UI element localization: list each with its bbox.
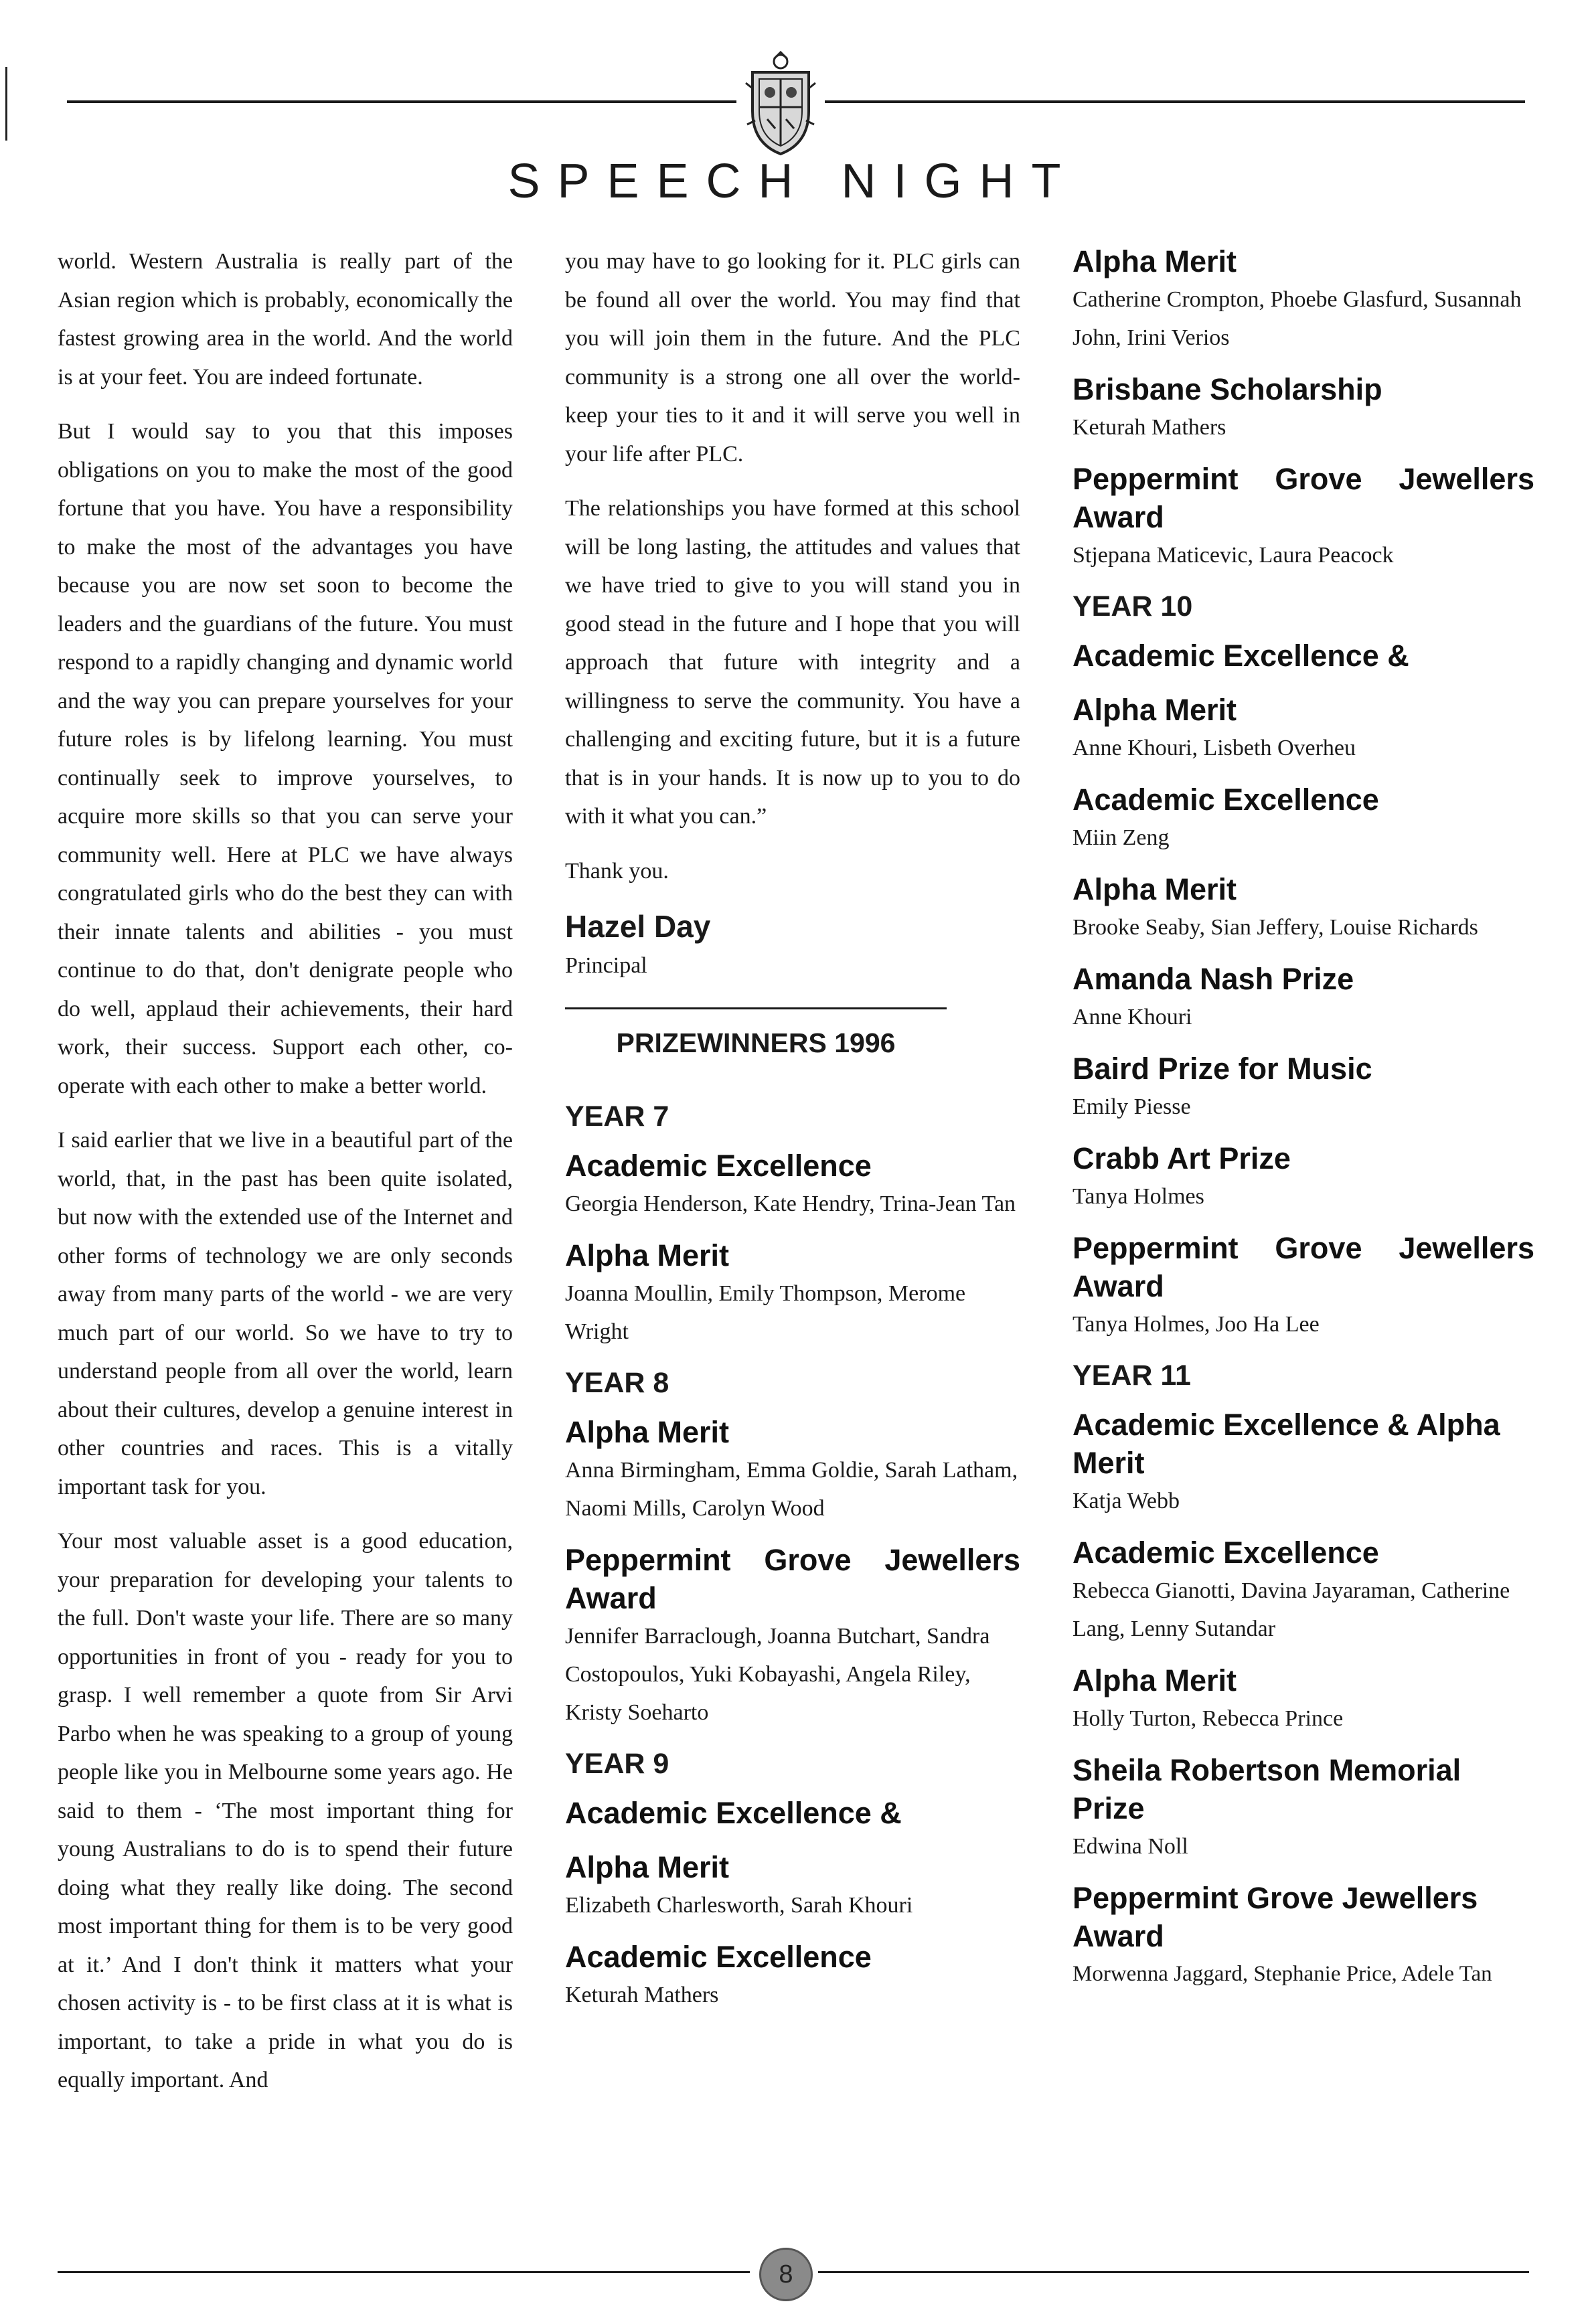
footer-rule-right	[818, 2271, 1529, 2273]
award-winners: Morwenna Jaggard, Stephanie Price, Adele Tan	[1073, 1962, 1492, 1986]
award-title: Baird Prize for Music	[1073, 1052, 1372, 1086]
award-winners: Anne Khouri, Lisbeth Overheu	[1073, 736, 1356, 760]
award-title: Academic Excellence	[1073, 1536, 1379, 1570]
award-title: Alpha Merit	[565, 1238, 730, 1272]
award-title: Alpha Merit	[565, 1415, 730, 1449]
award-winners: Elizabeth Charlesworth, Sarah Khouri	[565, 1893, 913, 1918]
prizes-column-3	[1073, 242, 1534, 2007]
award-title: Amanda Nash Prize	[1073, 962, 1354, 996]
award-title: Sheila Robertson Memorial Prize	[1073, 1753, 1461, 1825]
award-winners: Edwina Noll	[1073, 1834, 1188, 1859]
award-winners: Tanya Holmes, Joo Ha Lee	[1073, 1312, 1320, 1337]
year-heading: YEAR 11	[1073, 1359, 1191, 1392]
scan-margin-mark	[5, 67, 7, 141]
speech-paragraph: Thank you.	[565, 858, 669, 884]
speech-paragraph: The relationships you have formed at this school will be long lasting, the attitudes and values that we have tried to give to you will stand you in good stead in the future and I hope that you will approach that future with integrity and a willingness to serve the community. You have a challenging and exciting future, but it is a future that is in your hands. It is now up to you to do with it what you can.”	[565, 496, 1020, 829]
speech-paragraph: I said earlier that we live in a beautiful part of the world, that, in the past has been quite isolated, but now with the extended use of the Internet and other forms of technology we are only seconds away from many parts of the world - we are very much part of our world. So we have to try to understand people from all over the world, learn about their cultures, develop a genuine interest in other countries and races. This is a vitally important task for you.	[58, 1128, 513, 1499]
page-number-badge: 8	[759, 2248, 813, 2301]
year-heading: YEAR 7	[565, 1100, 669, 1133]
speech-paragraph: world. Western Australia is really part of the Asian region which is probably, economically the fastest growing area in the world. And the world is at your feet. You are indeed fortunate.	[58, 249, 513, 390]
header-rule-left	[67, 100, 736, 103]
award-winners: Rebecca Gianotti, Davina Jayaraman, Catherine Lang, Lenny Sutandar	[1073, 1578, 1510, 1641]
prizewinners-heading: PRIZEWINNERS 1996	[616, 1027, 896, 1058]
award-winners: Stjepana Maticevic, Laura Peacock	[1073, 543, 1394, 568]
header-rule-right	[825, 100, 1525, 103]
signature-role: Principal	[565, 953, 647, 978]
award-winners: Keturah Mathers	[565, 1983, 719, 2007]
award-title: Academic Excellence & Alpha Merit	[1073, 1408, 1500, 1480]
award-title: Academic Excellence	[565, 1940, 872, 1974]
award-title: Alpha Merit	[1073, 1663, 1237, 1697]
speech-paragraph: you may have to go looking for it. PLC girls can be found all over the world. You may find that you will join them in the future. And the PLC community is a strong one all over the world- keep your ties to it and it will serve you well in your life after PLC.	[565, 249, 1020, 467]
year-heading: YEAR 10	[1073, 590, 1193, 622]
award-title: Academic Excellence	[565, 1149, 872, 1183]
award-title: Alpha Merit	[1073, 872, 1237, 906]
award-winners: Georgia Henderson, Kate Hendry, Trina-Jean Tan	[565, 1191, 1016, 1216]
award-title: Academic Excellence	[1073, 782, 1379, 817]
award-winners: Katja Webb	[1073, 1489, 1180, 1513]
award-winners: Emily Piesse	[1073, 1094, 1191, 1119]
award-winners: Anna Birmingham, Emma Goldie, Sarah Latham, Naomi Mills, Carolyn Wood	[565, 1458, 1018, 1521]
award-winners: Joanna Moullin, Emily Thompson, Merome Wright	[565, 1281, 966, 1344]
page-title: SPEECH NIGHT	[507, 155, 1079, 208]
school-crest-emblem	[740, 50, 821, 157]
award-winners: Keturah Mathers	[1073, 415, 1226, 440]
award-winners: Catherine Crompton, Phoebe Glasfurd, Susannah John, Irini Verios	[1073, 287, 1522, 350]
award-title: Alpha Merit	[1073, 244, 1237, 278]
section-divider	[565, 1007, 947, 1009]
speech-column-1	[58, 242, 513, 2116]
award-title: Peppermint Grove Jewellers Award	[1073, 1231, 1534, 1303]
award-title: Peppermint Grove Jewellers Award	[565, 1543, 1020, 1615]
award-title: Academic Excellence &	[1073, 639, 1409, 673]
award-title: Crabb Art Prize	[1073, 1141, 1291, 1175]
award-title: Brisbane Scholarship	[1073, 372, 1382, 406]
footer-rule-left	[58, 2271, 750, 2273]
year-heading: YEAR 8	[565, 1367, 669, 1399]
award-winners: Brooke Seaby, Sian Jeffery, Louise Richards	[1073, 915, 1478, 940]
speech-paragraph: Your most valuable asset is a good education, your preparation for developing your talents to the full. Don't waste your life. There are so many opportunities in front of you - ready for you to grasp. I well remember a quote from Sir Arvi Parbo when he was speaking to a group of young people like you in Melbourne some years ago. He said to them - ‘The most important thing for young Australians to do is to spend their future doing what they really like doing. The second most important thing for them is to be very good at it.’ And I don't think it matters what your chosen activity is - to be first class at it is what is important, to take a pride in what you do is equally important. And	[58, 1529, 513, 2092]
award-winners: Miin Zeng	[1073, 825, 1170, 850]
award-winners: Holly Turton, Rebecca Prince	[1073, 1706, 1344, 1731]
speech-paragraph: But I would say to you that this imposes obligations on you to make the most of the good fortune that you have. You have a responsibility to make the most of the advantages you have because you are now set soon to become the leaders and the guardians of the future. You must respond to a rapidly changing and dynamic world and the way you can prepare yourselves for your future roles is by lifelong learning. You must continually seek to improve yourselves, to acquire more skills so that you can serve your community well. Here at PLC we have always congratulated girls who do the best they can with their innate talents and abilities - you must continue to do that, don't denigrate people who do well, applaud their achievements, their hard work, their success. Support each other, co-operate with each other to make a better world.	[58, 419, 513, 1098]
award-title: Academic Excellence &	[565, 1796, 902, 1830]
award-title: Alpha Merit	[565, 1850, 730, 1884]
year-heading: YEAR 9	[565, 1748, 669, 1780]
award-title: Alpha Merit	[1073, 693, 1237, 727]
award-title: Peppermint Grove Jewellers Award	[1073, 462, 1534, 534]
award-winners: Tanya Holmes	[1073, 1184, 1204, 1209]
award-winners: Jennifer Barraclough, Joanna Butchart, Sandra Costopoulos, Yuki Kobayashi, Angela Riley, Kristy Soeharto	[565, 1624, 990, 1725]
speech-column-2	[565, 242, 1020, 2027]
signature-name: Hazel Day	[565, 909, 711, 944]
award-winners: Anne Khouri	[1073, 1005, 1192, 1029]
award-title: Peppermint Grove Jewellers Award	[1073, 1881, 1478, 1953]
